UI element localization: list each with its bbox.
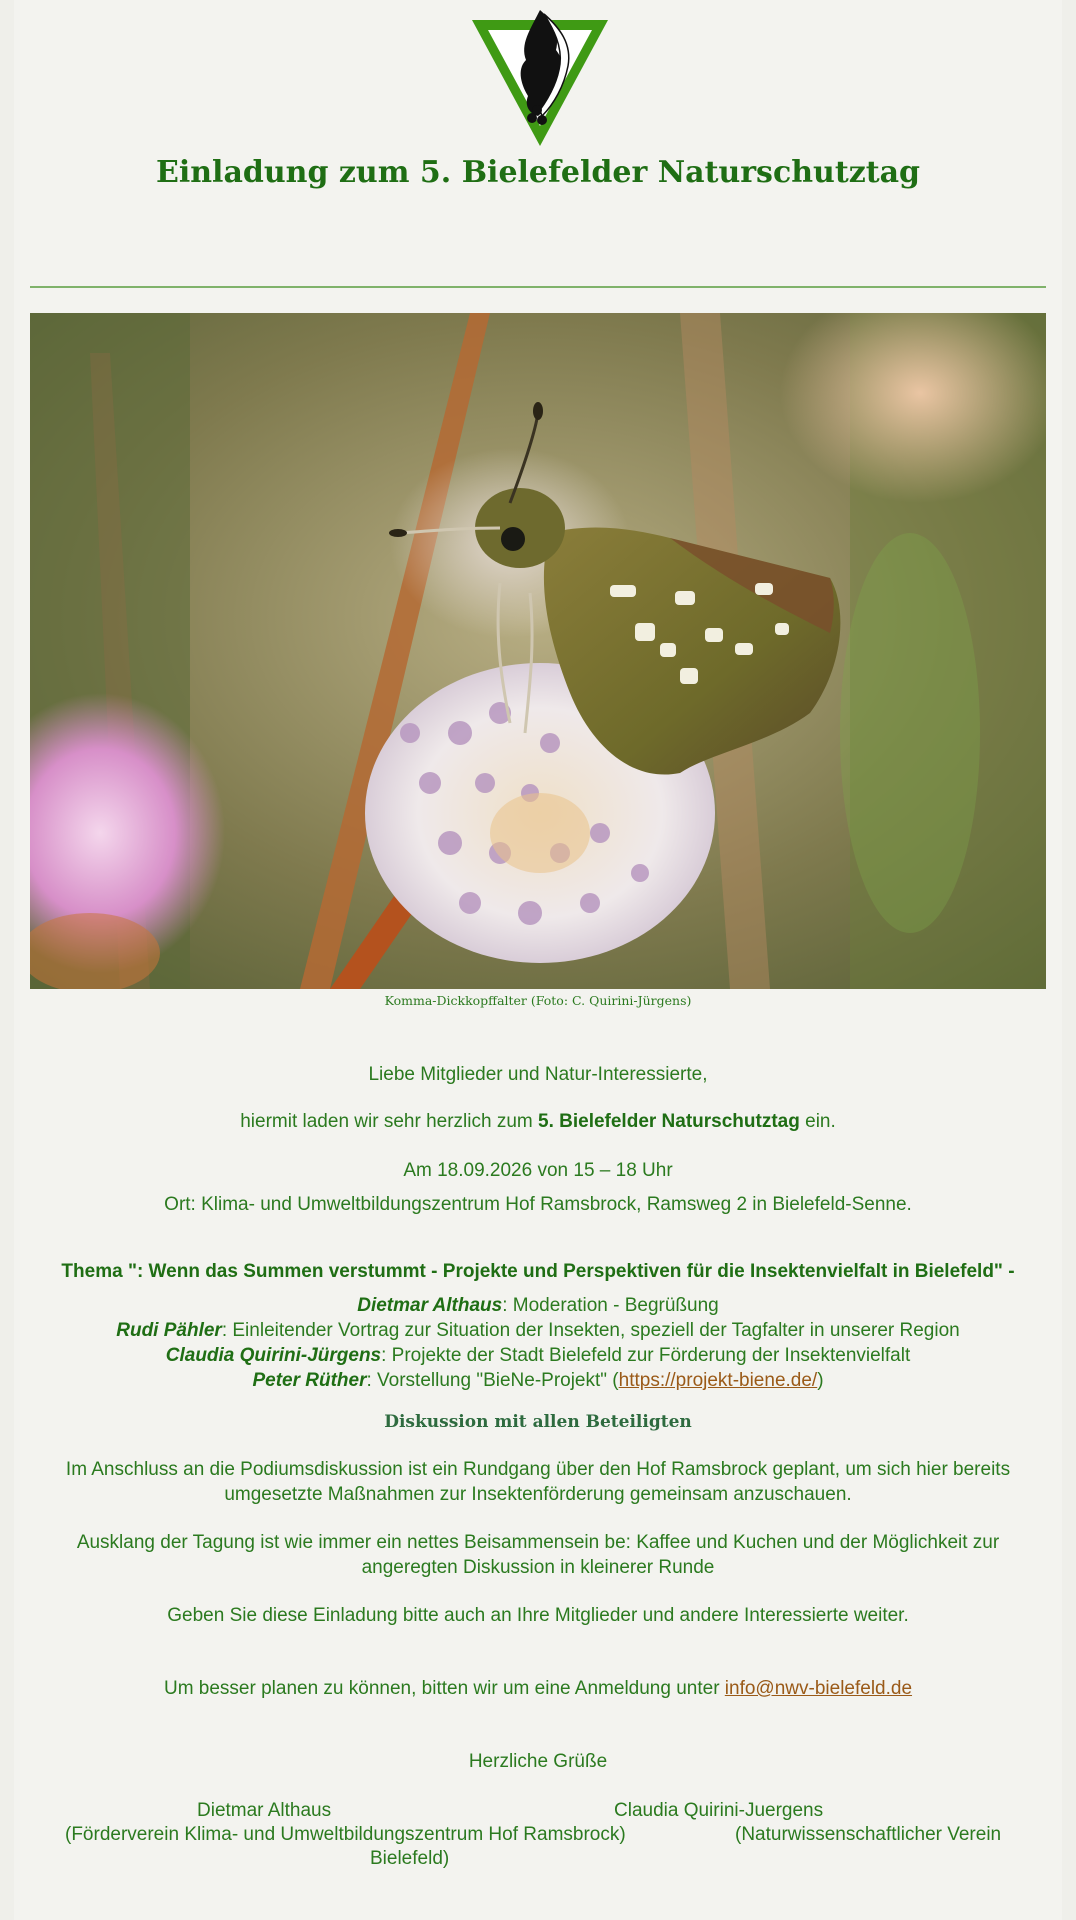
greeting: Liebe Mitglieder und Natur-Interessierte, <box>368 1064 708 1085</box>
speaker-line: Dietmar Althaus: Moderation - Begrüßung <box>357 1295 719 1316</box>
page-title: Einladung zum 5. Bielefelder Naturschutztag <box>155 155 921 190</box>
divider <box>30 286 1046 288</box>
speaker-name: Rudi Pähler <box>116 1320 222 1341</box>
event-theme: Thema ": Wenn das Summen verstummt - Projekte und Perspektiven für die Insektenvielfalt in Bielefeld" - <box>61 1261 1015 1282</box>
projekt-biene-link[interactable]: https://projekt-biene.de/ <box>618 1370 818 1391</box>
photo-caption: Komma-Dickkopffalter (Foto: C. Quirini-Jürgens) <box>384 993 692 1008</box>
speaker-name: Dietmar Althaus <box>357 1295 503 1316</box>
speaker-line: Claudia Quirini-Jürgens: Projekte der Stadt Bielefeld zur Förderung der Insektenvielfalt <box>165 1345 911 1366</box>
speaker-line: Peter Rüther: Vorstellung "BieNe-Projekt" (https://projekt-biene.de/) <box>252 1370 824 1391</box>
rundgang-paragraph: Im Anschluss an die Podiumsdiskussion ist ein Rundgang über den Hof Ramsbrock geplant, um sich hier bereits umgesetzte Maßnahmen zur Insektenförderung gemeinsam anzuschauen. <box>65 1459 1011 1505</box>
discussion-heading: Diskussion mit allen Beteiligten <box>384 1412 692 1432</box>
event-date: Am 18.09.2026 von 15 – 18 Uhr <box>403 1160 673 1181</box>
signature-right-org-continued: Bielefeld) <box>370 1848 450 1869</box>
registration-line: Um besser planen zu können, bitten wir um eine Anmeldung unter info@nwv-bielefeld.de <box>163 1678 913 1699</box>
invite-sentence: hiermit laden wir sehr herzlich zum 5. Bielefelder Naturschutztag ein. <box>240 1111 836 1132</box>
event-name: 5. Bielefelder Naturschutztag <box>538 1111 800 1132</box>
signature-right-org: (Naturwissenschaftlicher Verein <box>735 1824 1002 1845</box>
event-location: Ort: Klima- und Umweltbildungszentrum Hof Ramsbrock, Ramsweg 2 in Bielefeld-Senne. <box>164 1194 912 1215</box>
speaker-name: Claudia Quirini-Jürgens <box>165 1345 382 1366</box>
signature-right-name: Claudia Quirini-Juergens <box>614 1800 824 1821</box>
signature-left-org: (Förderverein Klima- und Umweltbildungszentrum Hof Ramsbrock) <box>65 1824 626 1845</box>
weitergeben-paragraph: Geben Sie diese Einladung bitte auch an Ihre Mitglieder und andere Interessierte weiter. <box>167 1605 909 1626</box>
speaker-name: Peter Rüther <box>252 1370 367 1391</box>
butterfly-photo <box>30 313 1046 989</box>
ausklang-paragraph: Ausklang der Tagung ist wie immer ein nettes Beisammensein be: Kaffee und Kuchen und der Möglichkeit zur angeregten Diskussion in kleinerer Runde <box>76 1532 1000 1578</box>
closing: Herzliche Grüße <box>468 1751 608 1772</box>
speaker-line: Rudi Pähler: Einleitender Vortrag zur Situation der Insekten, speziell der Tagfalter in unserer Region <box>116 1320 960 1341</box>
invitation-page <box>14 0 1062 1920</box>
signature-left-name: Dietmar Althaus <box>197 1800 332 1821</box>
registration-email-link[interactable]: info@nwv-bielefeld.de <box>724 1678 913 1699</box>
holly-leaf-logo-icon <box>468 0 612 148</box>
